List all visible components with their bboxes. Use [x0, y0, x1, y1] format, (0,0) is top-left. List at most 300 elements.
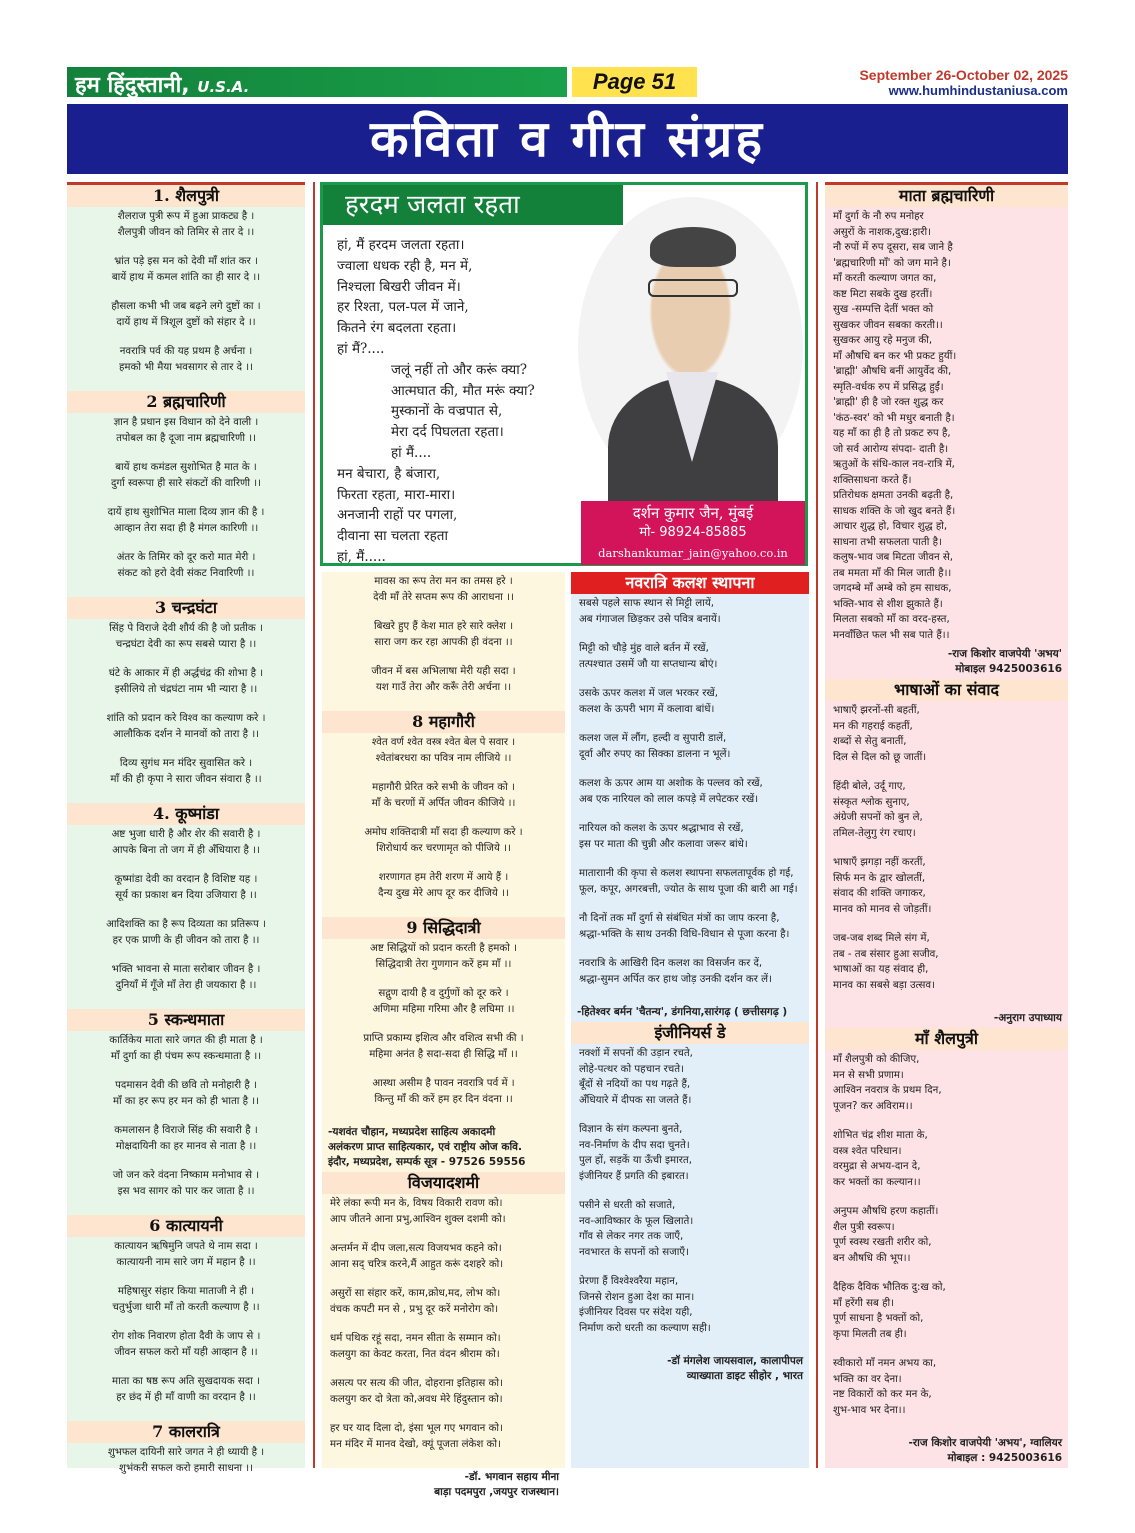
poem-text — [571, 594, 809, 1003]
poem-line: हर एक प्राणी के ही जीवन को तारा है ।। — [112, 934, 260, 946]
poem-line: फिरता रहता, मारा-मारा। — [337, 486, 456, 503]
poem-line: हर छंद में ही माँ वाणी का वरदान है ।। — [116, 1391, 256, 1403]
poem-line: नवरात्रि पर्व की यह प्रथम है अर्चना । — [119, 346, 253, 357]
poem-line: इसीलिये तो चंद्रघंटा नाम भी न्यारा है ।। — [114, 683, 258, 695]
poem-line: हां, मैं..... — [337, 548, 386, 565]
stanza — [71, 621, 301, 652]
page-header — [67, 67, 1068, 97]
poem-line: नौ दिनों तक माँ दुर्गा से संबंधित मंत्रों का जाप करना है, — [579, 913, 780, 924]
poem-line: अब एक नारियल को लाल कपड़े में लपेटकर रखें। — [579, 793, 759, 805]
poem-line: संस्कृत श्लोक सुनाए, — [833, 796, 910, 808]
poem-line: पूजन? कर अविराम।। — [833, 1100, 913, 1112]
stanza — [326, 780, 561, 811]
poem-line: नवभारत के सपनों को सजाएँ। — [579, 1246, 689, 1258]
poem-line: माता का षष्ठ रूप अति सुखदायक सदा । — [112, 1376, 260, 1387]
poem-line: पसीने से धरती को सजाते, — [579, 1200, 676, 1211]
poem-line: कलयुग का केवट करता, नित वंदन श्रीराम को। — [330, 1348, 500, 1360]
publication-name: हम हिंदुस्तानी, U.S.A. — [67, 67, 567, 97]
poem-line: मुस्कानों के वज्रपात से, — [391, 403, 503, 420]
poem-line: अब गंगाजल छिड़कर उसे पवित्र बनायें। — [579, 613, 721, 625]
poem-line: किन्तु माँ की करें हम हर दिन वंदना ।। — [374, 1093, 513, 1105]
poem-line: नव-निर्माण के दीप सदा चुनते। — [579, 1139, 690, 1151]
stanza — [579, 1046, 801, 1108]
poem-line: दिल से दिल को छू जातीं। — [833, 751, 927, 763]
section-heading: 8 महागौरी — [322, 711, 565, 733]
poem-line: तत्पश्चात उसमें जौ या सप्तधान्य बोएं। — [579, 658, 718, 670]
poem-line: सिंह पे विराजे देवी शौर्य की है जो प्रतीक । — [109, 623, 263, 634]
poem-line: मेरा दर्द पिघलता रहता। — [391, 424, 504, 441]
poem-line: शुभफल दायिनी सारे जगत ने ही ध्यायी है । — [107, 1447, 265, 1458]
poem-line: जीवन सफल करो माँ यही आव्हान है ।। — [114, 1346, 258, 1358]
stanza — [579, 731, 801, 762]
poem-text — [825, 207, 1068, 645]
poem-line: तपोबल का है दूजा नाम ब्रह्मचारिणी ।। — [116, 432, 256, 444]
section-heading: माँ शैलपुत्री — [825, 1028, 1068, 1050]
stanza — [326, 825, 561, 856]
stanza — [833, 1052, 1060, 1114]
column-poems-4 — [825, 182, 1068, 1468]
poem-line: शुभ-भाव भर देना।। — [833, 1404, 906, 1416]
poem-line: कात्यायन ऋषिमुनि जपते थे नाम सदा । — [114, 1241, 258, 1252]
stanza — [71, 1123, 301, 1154]
poem-line: विज्ञान के संग कल्पना बुनते, — [579, 1124, 683, 1135]
poem-line: हमको भी मैया भवसागर से तार दे ।। — [119, 361, 253, 373]
poem-line: भ्रांत पड़े इस मन को देवी माँ शांत कर । — [114, 256, 258, 267]
column-divider — [816, 182, 818, 1468]
poem-line: 'कंठ-स्वर' को भी मधुर बनाती है। — [833, 412, 955, 424]
poem-line: कलश के ऊपर आम या अशोक के पल्लव को रखें, — [579, 778, 763, 789]
poem-text — [67, 1237, 305, 1421]
stanza — [579, 1274, 801, 1336]
poem-line: मनवाँछित फल भी सब पाते हैं।। — [833, 629, 950, 641]
poem-line: शक्तिसाधना करते हैं। — [833, 474, 912, 486]
stanza — [71, 666, 301, 697]
stanza — [71, 1445, 301, 1476]
poem-line: माँ दुर्गा के नौ रुप मनोहर — [833, 211, 924, 222]
poem-line: अमोघ शक्तिदात्री माँ सदा ही कल्याण करे । — [364, 827, 523, 838]
poem-line: भाषाओं का यह संवाद ही, — [833, 964, 929, 975]
poem-line: आश्विन नवरात्र के प्रथम दिन, — [833, 1085, 942, 1096]
author-email[interactable]: darshankumar_jain@yahoo.co.in — [598, 546, 788, 560]
poem-line: मिट्टी को चौड़े मुंह वाले बर्तन में रखें, — [579, 643, 709, 654]
poem-line: प्राप्ति प्रकाम्य इशित्व और वशित्व सभी की । — [363, 1033, 524, 1044]
poem-line: कलयुग कर दो त्रेता को,अवध मेरे हिंदुस्तान को। — [330, 1393, 503, 1405]
section-heading: माता ब्रह्मचारिणी — [825, 185, 1068, 207]
stanza — [330, 1196, 557, 1227]
poem-line: साधक शक्ति के जो खुद बनते हैं। — [833, 505, 956, 517]
poem-line: तमिल-तेलुगु रंग रचाए। — [833, 827, 916, 839]
stanza — [579, 866, 801, 897]
stanza — [71, 827, 301, 858]
stanza — [833, 855, 1060, 917]
poem-line: अलंकरण प्राप्त साहित्यकार, एवं राष्ट्रीय ओज कवि. — [328, 1141, 522, 1153]
poem-line: 'ब्राह्मी' औषधि बनीं आयुर्वेद की, — [833, 366, 952, 377]
poem-line: जीवन में बस अभिलाषा मेरी यही सदा । — [371, 666, 516, 677]
stanza — [833, 1280, 1060, 1342]
stanza — [71, 299, 301, 330]
poem-line: धर्म पथिक रहूं सदा, नमन सीता के सम्मान को। — [330, 1333, 501, 1344]
column-poems-2 — [322, 572, 565, 1498]
poem-text — [322, 939, 565, 1123]
poet-credit: -अनुराग उपाध्याय — [993, 1012, 1062, 1024]
section-heading: 1. शैलपुत्री — [67, 185, 305, 207]
poem-line: शैलराज पुत्री रूप में हुआ प्राकट्य है । — [117, 211, 255, 222]
poem-line: पदमासन देवी की छवि तो मनोहारी है । — [115, 1080, 257, 1091]
stanza — [326, 664, 561, 695]
poem-line: मानव का सबसे बड़ा उत्सव। — [833, 979, 935, 991]
featured-title: हरदम जलता रहता — [323, 185, 623, 225]
poem-line: आलौकिक दर्शन ने मानवों को तारा है ।। — [112, 728, 260, 740]
poem-line: अंतर के तिमिर को दूर करो मात मेरी । — [116, 552, 256, 563]
poem-line: चन्द्रघंटा देवी का रूप सबसे प्यारा है ।। — [115, 638, 257, 650]
poet-credit — [571, 1352, 809, 1386]
poem-line: इंदौर, मध्यप्रदेश, सम्पर्क सूत्र - 97526 59556 — [328, 1156, 526, 1168]
poem-line: भक्ति-भाव से शीश झुकाते हैं। — [833, 598, 943, 610]
poem-line: शांति को प्रदान करे विश्व का कल्याण करे । — [106, 713, 266, 724]
stanza — [71, 209, 301, 240]
poem-line: माँ का हर रूप हर मन को ही भाता है ।। — [112, 1095, 260, 1107]
poem-line: बायें हाथ कमंडल सुशोभित है मात के । — [115, 462, 257, 473]
stanza — [833, 1356, 1060, 1418]
stanza — [579, 1198, 801, 1260]
section-heading: 3 चन्द्रघंटा — [67, 597, 305, 619]
stanza — [326, 870, 561, 901]
stanza — [71, 550, 301, 581]
poem-line: स्वीकारो माँ नमन अभय का, — [833, 1358, 937, 1369]
poem-line: यश गाउँ तेरा और करूँ तेरी अर्चना ।। — [375, 681, 512, 693]
stanza — [326, 619, 561, 650]
poem-line: कलश के ऊपरी भाग में कलावा बांधें। — [579, 703, 715, 715]
poem-line: इस भव सागर को पार कर जाता है ।। — [117, 1185, 255, 1197]
poem-line: हौसला कभी भी जब बढ़ने लगे दुष्टों का । — [111, 301, 261, 312]
poem-text — [571, 1044, 809, 1352]
poem-line: जिनसे रोशन हुआ देश का मान। — [579, 1291, 695, 1303]
poem-line: स्मृति-वर्धक रुप में प्रसिद्ध हुईं। — [833, 381, 944, 393]
poem-text — [67, 207, 305, 391]
author-box — [581, 501, 805, 565]
poem-line: दायें हाथ सुशोभित माला दिव्य ज्ञान की है । — [107, 507, 265, 518]
poem-line: शैलपुत्री जीवन को तिमिर से तार दे ।। — [117, 226, 255, 238]
poem-line: दीवाना सा चलता रहता — [337, 528, 448, 545]
poem-line: मन की गहराई कहतीं, — [833, 720, 913, 732]
credit-line: मोबाइल 9425003616 — [955, 663, 1062, 675]
poem-line: रोग शोक निवारण होता दैवी के जाप से । — [111, 1331, 261, 1342]
poem-text — [67, 1031, 305, 1215]
stanza — [71, 711, 301, 742]
poem-line: माँ हरेंगी सब ही। — [833, 1297, 895, 1309]
stanza — [326, 1076, 561, 1107]
poem-line: आदिशक्ति का है रूप दिव्यता का प्रतिरूप । — [106, 919, 266, 930]
poem-line: जो जन करे वंदना निष्काम मनोभाव से । — [112, 1170, 260, 1181]
stanza — [71, 917, 301, 948]
poem-line: मोक्षदायिनी का हर मानव से नाता है ।। — [115, 1140, 257, 1152]
poem-line: अनजानी राहों पर पगला, — [337, 507, 458, 524]
poem-line: मन मंदिर में मानव देखो, क्यूं पूजता लंकेश को। — [330, 1438, 501, 1450]
poem-line: दुनियाँ में गूँजे माँ तेरा ही जयकारा है ।। — [115, 979, 257, 991]
poem-line: वरमुद्रा से अभय-दान दे, — [833, 1161, 921, 1172]
featured-poem-body — [337, 235, 535, 568]
author-phone: मो- 98924-85885 — [639, 525, 747, 540]
stanza — [579, 641, 801, 672]
poem-line: नवरात्रि के आखिरी दिन कलश का विसर्जन कर दें, — [579, 958, 763, 969]
poem-line: बूँदों से नदियों का पथ गढ़ते हैं, — [579, 1079, 691, 1090]
poem-line: शरणागत हम तेरी शरण में आये हैं । — [378, 872, 509, 883]
poem-text — [322, 572, 565, 711]
poet-credit — [825, 1434, 1068, 1468]
poem-text — [322, 733, 565, 917]
poem-line: गाँव से लेकर नगर तक जाएँ, — [579, 1231, 684, 1242]
stanza — [71, 460, 301, 491]
poem-line: नष्ट विकारों को कर मन के, — [833, 1389, 932, 1400]
poem-text — [825, 1050, 1068, 1434]
stanza — [71, 344, 301, 375]
poem-line: असत्य पर सत्य की जीत, दोहराना इतिहास को। — [330, 1378, 503, 1389]
poem-line: कूष्मांडा देवी का वरदान है विशिष्ट यह । — [114, 874, 258, 885]
column-poems-3 — [571, 572, 809, 1468]
poem-line: माँ दुर्गा का ही पंचम रूप स्कन्धमाता है ।। — [110, 1050, 262, 1062]
poem-line: शैल पुत्री स्वरूप। — [833, 1221, 895, 1233]
poem-line: जगदम्बे माँ अम्बे को हम साधक, — [833, 583, 952, 594]
stanza — [330, 1421, 557, 1452]
poem-line: नौ रुपों में रुप दूसरा, सब जाने है — [833, 242, 953, 253]
poem-line: प्रेरणा हैं विश्वेश्वरैया महान, — [579, 1276, 679, 1287]
poem-text — [825, 701, 1068, 1009]
page-number: Page 51 — [572, 67, 697, 97]
poem-line: पूर्ण स्वस्थ रखती शरीर को, — [833, 1237, 932, 1248]
stanza — [579, 956, 801, 987]
poem-line: आचार शुद्ध हो, विचार शुद्ध हो, — [833, 521, 948, 532]
poem-line: कष्ट मिटा सबके दुख हरतीं। — [833, 288, 933, 300]
stanza — [71, 962, 301, 993]
poem-line: दुर्गा स्वरूपा ही सारे संकटों की वारिणी ।। — [111, 477, 261, 489]
poem-line: इंजीनियर हैं प्रगति की इबारत। — [579, 1170, 689, 1182]
poem-line: -यशवंत चौहान, मध्यप्रदेश साहित्य अकादमी — [328, 1126, 496, 1138]
credit-line: -राज किशोर वाजपेयी 'अभय' — [947, 648, 1062, 660]
stanza — [71, 1374, 301, 1405]
poem-line: दैन्य दुख मेरे आप दूर कर दीजिये ।। — [378, 887, 509, 899]
poem-line: बिखरे हुए हैं केश मात हरे सारे क्लेश । — [373, 621, 514, 632]
poem-line: वस्त्र श्वेत परिधान। — [833, 1145, 902, 1157]
stanza — [326, 1031, 561, 1062]
poem-line: बन औषधि की भूप।। — [833, 1252, 911, 1264]
poem-line: 'ब्राह्मी' ही है जो रक्त शुद्ध कर — [833, 397, 944, 408]
stanza — [579, 821, 801, 852]
featured-poem — [320, 182, 808, 566]
poem-line: अष्ट सिद्धियों को प्रदान करती है हमको । — [370, 943, 517, 954]
poem-line: असुरों सा संहार करें, काम,क्रोध,मद, लोभ को। — [330, 1288, 501, 1299]
poem-line: आव्हान तेरा सदा ही है मंगल कारिणी ।। — [113, 522, 259, 534]
author-name: दर्शन कुमार जैन, मुंबई — [632, 504, 754, 522]
section-heading: 5 स्कन्धमाता — [67, 1009, 305, 1031]
stanza — [71, 756, 301, 787]
stanza — [330, 1331, 557, 1362]
section-heading: 7 कालरात्रि — [67, 1421, 305, 1443]
section-heading: नवरात्रि कलश स्थापना — [571, 572, 809, 594]
poem-line: कात्यायनी नाम सारे जग में महान है ।। — [116, 1256, 256, 1268]
poem-text — [67, 619, 305, 803]
credit-line: बाड़ा पदमपुरा ,जयपुर राजस्थान। — [434, 1486, 559, 1498]
section-banner: कविता व गीत संग्रह — [67, 104, 1068, 174]
stanza — [71, 1239, 301, 1270]
poem-line: माँ के चरणों में अर्पित जीवन कीजिये ।। — [371, 797, 516, 809]
poem-line: आप जीतने आना प्रभु,आश्विन शुक्ल दशमी को। — [330, 1213, 506, 1225]
stanza — [71, 1168, 301, 1199]
poem-line: अन्तर्मन में दीप जला,सत्य विजयभव कहने को। — [330, 1243, 502, 1254]
poem-line: शुभंकरी सफल करो हमारी साधना ।। — [119, 1462, 253, 1474]
poem-line: सद्गुण दायी है व दुर्गुणों को दूर करे । — [378, 988, 509, 999]
poem-line: माँ करती कल्याण जगत का, — [833, 273, 937, 284]
stanza — [833, 931, 1060, 993]
poem-line: नव-आविष्कार के फूल खिलाते। — [579, 1215, 694, 1227]
poem-line: कर भक्तों का कल्यान।। — [833, 1176, 921, 1188]
poem-line: अनुपम औषधि हरण कहातीं। — [833, 1206, 939, 1217]
poem-line: माँ शैलपुत्री को कीजिए, — [833, 1054, 920, 1065]
poem-line: हां, मैं हरदम जलता रहता। — [337, 237, 465, 253]
poem-text — [67, 1443, 305, 1492]
poem-text — [67, 825, 305, 1009]
stanza — [71, 1329, 301, 1360]
poem-text — [67, 413, 305, 597]
poem-line: लोहे-पत्थर को पहचान रचते। — [579, 1063, 684, 1075]
poem-line: इस पर माता की चुन्नी और कलावा जरूर बांधे। — [579, 838, 748, 850]
poem-line: महिमा अनंत है सदा-सदा ही सिद्धि माँ ।। — [369, 1048, 518, 1060]
poem-line: आना सद् चरित्र करने,मैं आहुत करूं दशहरे को। — [330, 1258, 504, 1270]
poem-line: भक्ति का वर देना। — [833, 1373, 902, 1385]
poem-text — [322, 1194, 565, 1468]
poem-line: नक्शों में सपनों की उड़ान रचते, — [579, 1048, 693, 1059]
credit-line: व्याख्याता डाइट सीहोर , भारत — [686, 1370, 803, 1382]
poem-line: तब - तब संसार हुआ सजीव, — [833, 948, 939, 960]
poet-credit — [322, 1468, 565, 1502]
poem-line: माताराानी की कृपा से कलश स्थापना सफलतापूर्वक हो गई, — [579, 868, 794, 879]
credit-line: -डॉ मंगलेश जायसवाल, कालापीपल — [667, 1355, 803, 1367]
poem-line: संवाद की शक्ति जगाकर, — [833, 888, 926, 899]
credit-line: -राज किशोर वाजपेयी 'अभय', ग्वालियर — [908, 1437, 1062, 1449]
poem-line: निर्माण करो धरती का कल्याण सही। — [579, 1322, 711, 1334]
section-heading: 6 कात्यायनी — [67, 1215, 305, 1237]
stanza — [579, 686, 801, 717]
poem-line: हां मैं?.... — [337, 340, 385, 357]
poem-line: महिषासुर संहार किया माताजी ने ही । — [117, 1286, 255, 1297]
stanza — [579, 911, 801, 942]
poem-line: ज्वाला धधक रही है, मन में, — [337, 257, 473, 274]
stanza — [326, 986, 561, 1017]
stanza — [71, 1078, 301, 1109]
poem-line: शोभित चंद्र शीश माता के, — [833, 1130, 928, 1141]
poem-line: भाषाएँ झगड़ा नहीं करतीं, — [833, 857, 926, 868]
poet-credit: -हितेश्वर बर्मन 'चैतन्य', डंगनिया,सारंगढ़ ( छत्तीसगढ़ ) — [577, 1006, 788, 1018]
poem-line: नारियल को कलश के ऊपर श्रद्धाभाव से रखें, — [579, 823, 744, 834]
poem-line: इंजीनियर दिवस पर संदेश यही, — [579, 1307, 693, 1318]
poem-line: सुख -सम्पत्ति देतीं भक्त को — [833, 304, 934, 315]
stanza — [71, 1033, 301, 1064]
stanza — [579, 1122, 801, 1184]
poem-line: हर रिश्ता, पल-पल में जाने, — [337, 299, 469, 316]
stanza — [330, 1376, 557, 1407]
stanza — [833, 1204, 1060, 1266]
poem-line: दूर्वा और रुपए का सिक्का डालना न भूलें। — [579, 748, 731, 760]
poem-line: सुखकर आयु रहे मनुज की, — [833, 335, 933, 346]
poem-line: आपके बिना तो जग में ही अँधियारा है ।। — [112, 844, 260, 856]
poem-line: आत्मघात की, मौत मरूं क्या? — [391, 382, 535, 399]
poem-line: आस्था असीम है पावन नवरात्रि पर्व में । — [372, 1078, 515, 1089]
poem-line: ऋतुओं के संधि-काल नव-रात्रि में, — [833, 459, 955, 470]
poem-line: श्रद्धा-भक्ति के साथ उनकी विधि-विधान से पूजा करना है। — [579, 928, 790, 940]
credit-line: -डॉ. भगवान सहाय मीना — [464, 1471, 559, 1483]
poem-line: पुल हों, सड़कें या ऊँची इमारत, — [579, 1155, 692, 1166]
poem-line: जो सर्व आरोग्य संपदा- दाती है। — [833, 443, 949, 455]
poem-line: सारा जग कर रहा आपकी ही वंदना ।। — [374, 636, 513, 648]
poem-line: शब्दों से सेतु बनातीं, — [833, 736, 907, 747]
poet-credit — [825, 645, 1068, 679]
poem-line: 'ब्रह्मचारिणी माँ' को जग माने है। — [833, 257, 951, 269]
stanza — [71, 415, 301, 446]
credit-line: मोबाइल : 9425003616 — [947, 1452, 1062, 1464]
author-photo — [578, 197, 803, 497]
stanza — [833, 779, 1060, 841]
poem-line: श्वेतांबरधरा का पवित्र नाम लीजिये ।। — [375, 752, 512, 764]
poem-line: निश्चला बिखरी जीवन में। — [337, 278, 461, 295]
stanza — [330, 1286, 557, 1317]
poem-line: वंचक कपटी मन से , प्रभु दूर करें मनोरोग को। — [330, 1303, 499, 1315]
stanza — [833, 1128, 1060, 1190]
stanza — [579, 596, 801, 627]
poem-line: कलुष-भाव जब मिटता जीवन से, — [833, 552, 954, 563]
poem-line: भाषाएँ झरनों-सी बहतीं, — [833, 705, 920, 716]
column-navdurga-poems — [67, 182, 305, 1474]
poem-line: शिरोधार्य कर चरणामृत को पीजिये ।। — [376, 842, 511, 854]
section-heading: भाषाओं का संवाद — [825, 679, 1068, 701]
poem-line: ज्ञान है प्रधान इस विधान को देने वाली । — [113, 417, 259, 428]
stanza — [71, 872, 301, 903]
poem-line: अंग्रेजी सपनों को बुन ले, — [833, 812, 923, 823]
poem-line: दायें हाथ में त्रिशूल दुष्टों को संहार दे ।। — [116, 316, 256, 328]
issue-date: September 26-October 02, 2025 — [859, 67, 1068, 83]
stanza — [579, 776, 801, 807]
poem-line: मन बेचारा, है बंजारा, — [337, 465, 441, 482]
poem-line: कृपा मिलती तब ही। — [833, 1328, 907, 1340]
section-heading: 9 सिद्धिदात्री — [322, 917, 565, 939]
poem-line: अष्ट भुजा धारी है और शेर की सवारी है । — [111, 829, 261, 840]
poem-line: कमलासन है विराजे सिंह की सवारी है । — [114, 1125, 258, 1136]
poem-text — [322, 1123, 565, 1172]
poem-line: जलूं नहीं तो और करूं क्या? — [391, 361, 527, 378]
stanza — [833, 703, 1060, 765]
poem-line: सबसे पहले साफ स्थान से मिट्टी लायें, — [579, 598, 714, 609]
stanza — [71, 505, 301, 536]
poem-line: प्रतिरोधक क्षमता उनकी बढ़ती है, — [833, 490, 954, 501]
poem-line: दिव्य सुगंध मन मंदिर सुवासित करे । — [119, 758, 253, 769]
stanza — [71, 1284, 301, 1315]
poem-line: साधना तभी सफलता पाती है। — [833, 536, 942, 548]
section-heading: 4. कूष्मांडा — [67, 803, 305, 825]
stanza — [326, 574, 561, 605]
stanza — [326, 941, 561, 972]
website-link[interactable]: www.humhindustaniusa.com — [888, 83, 1068, 98]
poem-line: कितने रंग बदलता रहता। — [337, 320, 457, 337]
poem-line: सिर्फ मन के द्वार खोलतीं, — [833, 872, 926, 884]
poem-line: चतुर्भुजा धारी माँ तो करती कल्याण है ।। — [112, 1301, 260, 1313]
poem-line: मिलता सबको माँ का वरद-हस्त, — [833, 614, 950, 625]
poem-line: दैहिक दैविक भौतिक दु:ख को, — [833, 1282, 946, 1293]
poem-line: बायें हाथ में कमल शांति का ही सार दे ।। — [111, 271, 261, 283]
poem-line: संकट को हरो देवी संकट निवारिणी ।। — [117, 567, 255, 579]
poem-line: पूर्ण साधना है भक्तों को, — [833, 1313, 924, 1324]
section-heading: इंजीनियर्स डे — [571, 1022, 809, 1044]
poem-line: अँधियारे में दीपक सा जलते हैं। — [579, 1094, 692, 1106]
issue-info — [859, 67, 1068, 98]
poem-line: कार्तिकेय माता सारे जगत की ही माता है । — [109, 1035, 263, 1046]
